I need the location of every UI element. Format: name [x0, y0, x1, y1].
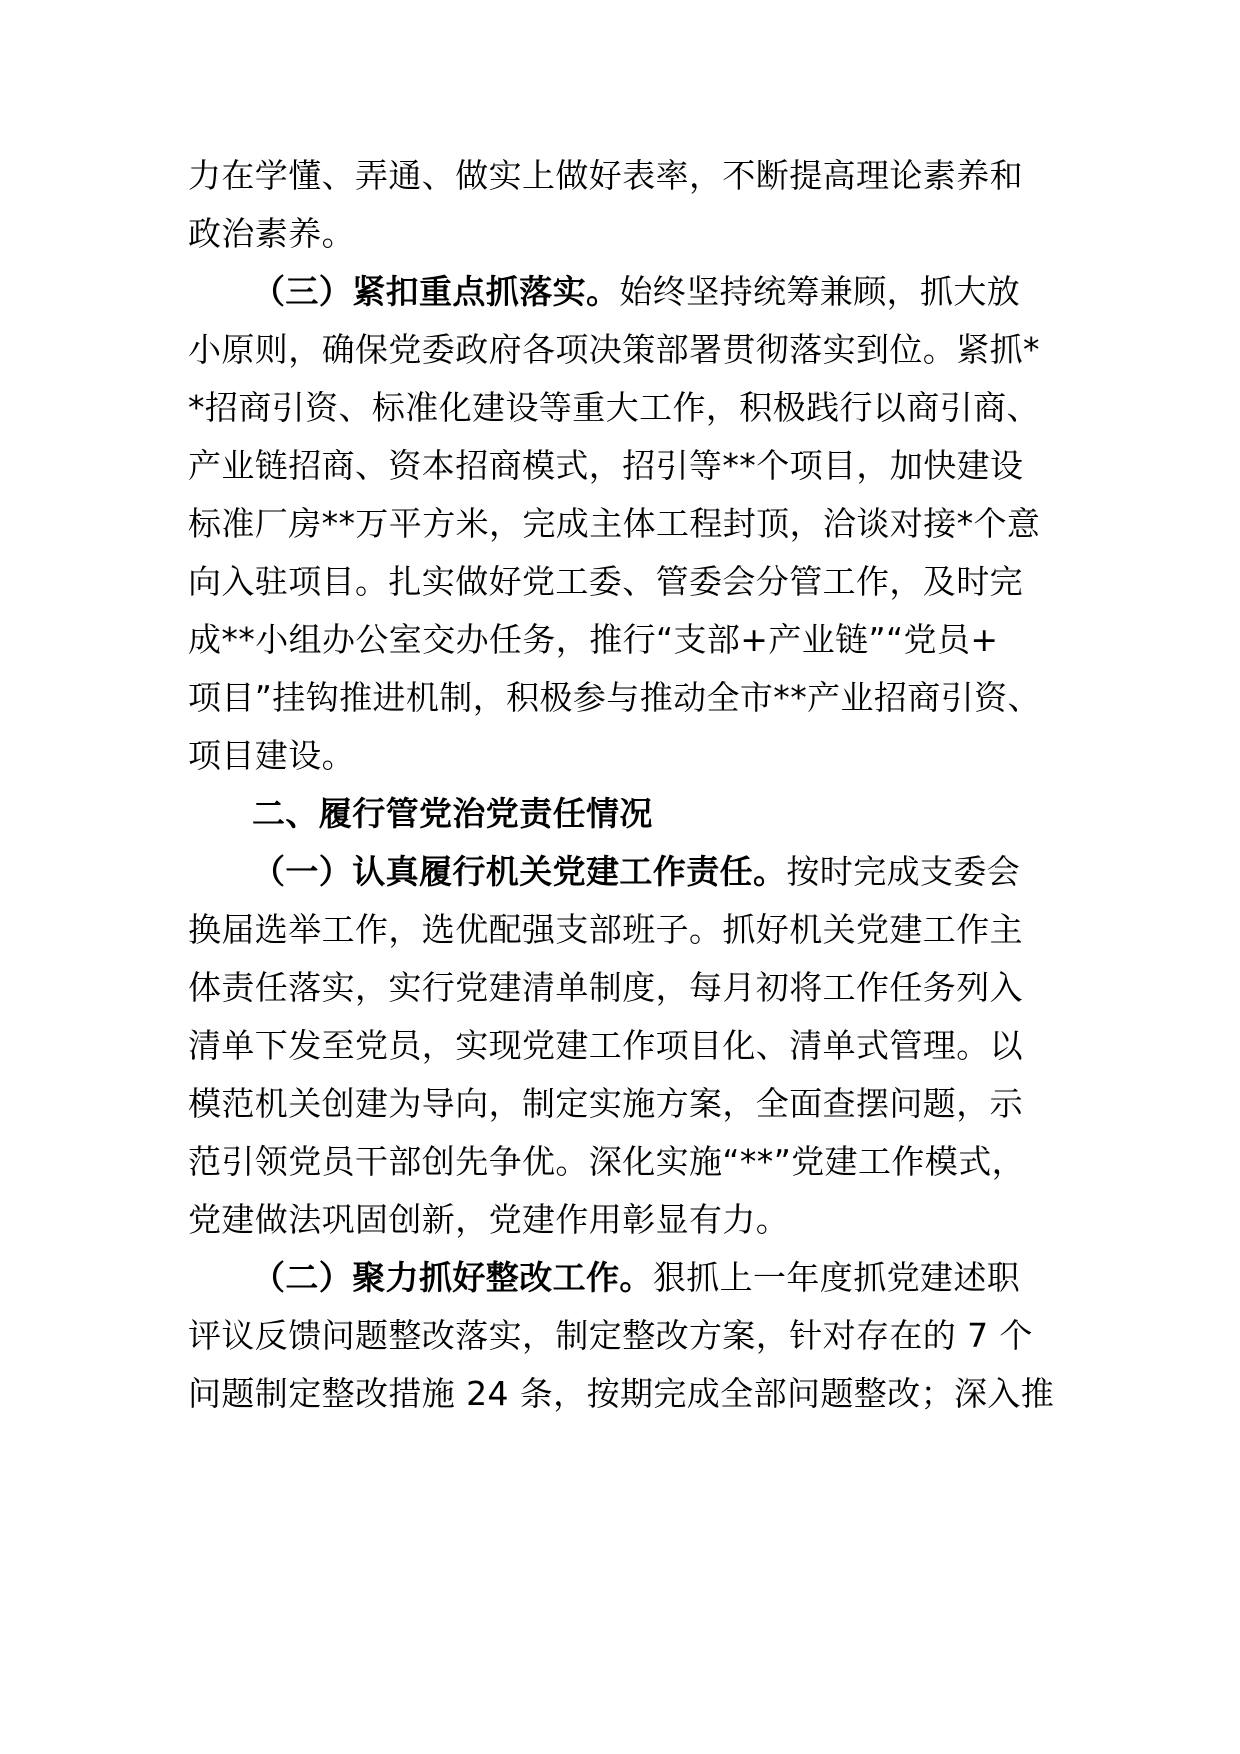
paragraph-line	[188, 1188, 789, 1252]
subsection-title: （一）认真履行机关党建工作责任。	[252, 852, 787, 891]
body-text: 党建做法巩固创新，党建作用彰显有力。	[188, 1200, 790, 1239]
body-text: 清单下发至党员，实现党建工作项目化、清单式管理。以	[188, 1026, 1023, 1065]
body-text: 按时完成支委会	[786, 852, 1021, 891]
paragraph-line	[188, 666, 1041, 730]
body-text: 问题制定整改措施 24 条，按期完成全部问题整改；深入推	[188, 1374, 1055, 1413]
body-text: 项目建设。	[188, 736, 355, 775]
paragraph-line	[188, 376, 1040, 440]
body-text: 小原则，确保党委政府各项决策部署贯彻落实到位。紧抓*	[188, 330, 1040, 369]
body-text: 成**小组办公室交办任务，推行“支部+产业链”“党员+	[188, 620, 999, 659]
body-text: 项目”挂钩推进机制，积极参与推动全市**产业招商引资、	[188, 678, 1041, 717]
paragraph-line	[188, 1014, 1023, 1078]
body-text: *招商引资、标准化建设等重大工作，积极践行以商引商、	[188, 388, 1040, 427]
paragraph-line	[188, 144, 1023, 208]
paragraph-line	[188, 1130, 1025, 1194]
paragraph-line	[188, 724, 355, 788]
body-text: 力在学懂、弄通、做实上做好表率，不断提高理论素养和	[188, 156, 1023, 195]
paragraph-line	[188, 550, 1023, 614]
paragraph-line	[188, 1072, 1023, 1136]
paragraph-line	[188, 956, 1023, 1020]
body-text: 评议反馈问题整改落实，制定整改方案，针对存在的 7 个	[188, 1316, 1033, 1355]
paragraph-line	[188, 608, 998, 672]
body-text: 换届选举工作，选优配强支部班子。抓好机关党建工作主	[188, 910, 1023, 949]
paragraph-line	[188, 1304, 1033, 1368]
body-text: 向入驻项目。扎实做好党工委、管委会分管工作，及时完	[188, 562, 1023, 601]
paragraph-line	[188, 492, 1040, 556]
subsection-heading-line	[252, 260, 1020, 324]
body-text: 范引领党员干部创先争优。深化实施“**”党建工作模式，	[188, 1142, 1025, 1181]
body-text: 政治素养。	[188, 214, 355, 253]
paragraph-line	[188, 434, 1023, 498]
body-text: 始终坚持统筹兼顾，抓大放	[619, 272, 1021, 311]
subsection-title: （二）聚力抓好整改工作。	[252, 1258, 653, 1297]
paragraph-line	[188, 202, 355, 266]
body-text: 体责任落实，实行党建清单制度，每月初将工作任务列入	[188, 968, 1023, 1007]
paragraph-line	[188, 318, 1040, 382]
subsection-heading-line	[252, 840, 1020, 904]
body-text: 标准厂房**万平方米，完成主体工程封顶，洽谈对接*个意	[188, 504, 1041, 543]
body-text: 狠抓上一年度抓党建述职	[652, 1258, 1021, 1297]
section-title: 二、履行管党治党责任情况	[252, 794, 653, 833]
paragraph-line	[188, 1362, 1054, 1426]
section-heading	[252, 782, 653, 846]
body-text: 产业链招商、资本招商模式，招引等**个项目，加快建设	[188, 446, 1024, 485]
body-text: 模范机关创建为导向，制定实施方案，全面查摆问题，示	[188, 1084, 1023, 1123]
paragraph-line	[188, 898, 1023, 962]
subsection-heading-line	[252, 1246, 1020, 1310]
subsection-title: （三）紧扣重点抓落实。	[252, 272, 620, 311]
